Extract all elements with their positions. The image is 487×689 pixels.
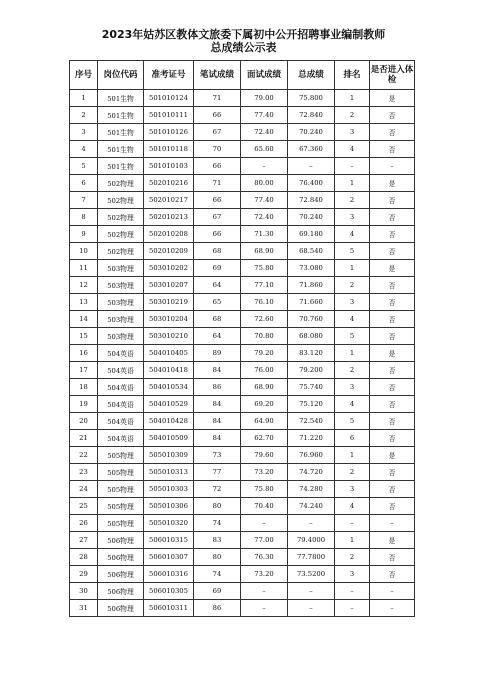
table-row — [70, 362, 415, 379]
cell-rank: – — [335, 515, 370, 532]
cell-rank: – — [335, 583, 370, 600]
cell-ticket-number: 503010202 — [144, 260, 194, 277]
cell-medical-exam: 否 — [370, 141, 415, 158]
header-rank: 排名 — [335, 61, 370, 90]
cell-interview-score: – — [241, 583, 288, 600]
cell-total-score: 75.800 — [288, 90, 335, 107]
cell-written-score: 74 — [194, 515, 241, 532]
cell-rank: 2 — [335, 464, 370, 481]
document-title: 2023年姑苏区教体文旅委下属初中公开招聘事业编制教师 — [101, 28, 386, 41]
cell-medical-exam: 是 — [370, 175, 415, 192]
cell-written-score: 84 — [194, 396, 241, 413]
cell-interview-score: 79.60 — [241, 447, 288, 464]
cell-medical-exam: 否 — [370, 124, 415, 141]
cell-interview-score: 79.20 — [241, 345, 288, 362]
cell-interview-score: 64.90 — [241, 413, 288, 430]
cell-position-code: 504英语 — [98, 379, 144, 396]
cell-written-score: 71 — [194, 175, 241, 192]
cell-total-score: – — [288, 515, 335, 532]
cell-rank: 2 — [335, 362, 370, 379]
cell-total-score: 68.540 — [288, 243, 335, 260]
table-row — [70, 532, 415, 549]
cell-rank: 1 — [335, 532, 370, 549]
cell-index: 26 — [70, 515, 98, 532]
table-row — [70, 141, 415, 158]
cell-medical-exam: 否 — [370, 413, 415, 430]
cell-position-code: 505物理 — [98, 481, 144, 498]
cell-total-score: 73.080 — [288, 260, 335, 277]
cell-index: 5 — [70, 158, 98, 175]
cell-ticket-number: 501010103 — [144, 158, 194, 175]
cell-medical-exam: 否 — [370, 566, 415, 583]
cell-interview-score: – — [241, 158, 288, 175]
cell-total-score: 72.540 — [288, 413, 335, 430]
cell-rank: 3 — [335, 379, 370, 396]
header-position-code: 岗位代码 — [98, 61, 144, 90]
cell-interview-score: 71.30 — [241, 226, 288, 243]
cell-index: 2 — [70, 107, 98, 124]
cell-rank: 3 — [335, 566, 370, 583]
cell-written-score: 74 — [194, 566, 241, 583]
cell-ticket-number: 505010320 — [144, 515, 194, 532]
cell-ticket-number: 502010216 — [144, 175, 194, 192]
cell-total-score: 76.960 — [288, 447, 335, 464]
header-written-score: 笔试成绩 — [194, 61, 241, 90]
cell-ticket-number: 505010313 — [144, 464, 194, 481]
cell-written-score: 86 — [194, 600, 241, 617]
cell-written-score: 86 — [194, 379, 241, 396]
table-row — [70, 277, 415, 294]
cell-ticket-number: 506010315 — [144, 532, 194, 549]
cell-medical-exam: 否 — [370, 294, 415, 311]
cell-rank: 3 — [335, 294, 370, 311]
cell-total-score: 76.400 — [288, 175, 335, 192]
cell-medical-exam: 是 — [370, 90, 415, 107]
cell-written-score: 68 — [194, 243, 241, 260]
cell-medical-exam: 否 — [370, 549, 415, 566]
cell-total-score: 74.240 — [288, 498, 335, 515]
cell-medical-exam: 否 — [370, 464, 415, 481]
cell-total-score: 75.120 — [288, 396, 335, 413]
cell-index: 3 — [70, 124, 98, 141]
cell-rank: 3 — [335, 124, 370, 141]
table-row — [70, 192, 415, 209]
cell-position-code: 505物理 — [98, 515, 144, 532]
cell-written-score: 67 — [194, 124, 241, 141]
cell-index: 15 — [70, 328, 98, 345]
table-row — [70, 90, 415, 107]
cell-total-score: 73.5200 — [288, 566, 335, 583]
cell-medical-exam: 否 — [370, 362, 415, 379]
cell-interview-score: 76.00 — [241, 362, 288, 379]
table-row — [70, 447, 415, 464]
cell-index: 30 — [70, 583, 98, 600]
cell-interview-score: 72.40 — [241, 124, 288, 141]
cell-written-score: 69 — [194, 260, 241, 277]
cell-medical-exam: 否 — [370, 498, 415, 515]
table-row — [70, 175, 415, 192]
cell-ticket-number: 502010209 — [144, 243, 194, 260]
cell-written-score: 72 — [194, 481, 241, 498]
cell-total-score: 71.660 — [288, 294, 335, 311]
cell-ticket-number: 506010307 — [144, 549, 194, 566]
cell-written-score: 89 — [194, 345, 241, 362]
cell-interview-score: 69.20 — [241, 396, 288, 413]
cell-index: 17 — [70, 362, 98, 379]
cell-rank: 1 — [335, 260, 370, 277]
table-body — [70, 90, 415, 617]
cell-rank: 5 — [335, 328, 370, 345]
cell-position-code: 506物理 — [98, 600, 144, 617]
cell-rank: 3 — [335, 481, 370, 498]
cell-total-score: 75.740 — [288, 379, 335, 396]
cell-total-score: 68.080 — [288, 328, 335, 345]
cell-total-score: 70.760 — [288, 311, 335, 328]
header-interview-score: 面试成绩 — [241, 61, 288, 90]
cell-interview-score: 77.40 — [241, 192, 288, 209]
cell-total-score: – — [288, 158, 335, 175]
cell-medical-exam: 是 — [370, 260, 415, 277]
cell-rank: – — [335, 158, 370, 175]
table-row — [70, 549, 415, 566]
cell-position-code: 501生物 — [98, 141, 144, 158]
cell-medical-exam: 否 — [370, 311, 415, 328]
header-ticket-number: 准考证号 — [144, 61, 194, 90]
cell-total-score: – — [288, 583, 335, 600]
cell-written-score: 84 — [194, 362, 241, 379]
cell-rank: 5 — [335, 243, 370, 260]
cell-interview-score: 73.20 — [241, 464, 288, 481]
cell-medical-exam: – — [370, 583, 415, 600]
cell-ticket-number: 501010111 — [144, 107, 194, 124]
cell-total-score: 71.860 — [288, 277, 335, 294]
cell-written-score: 64 — [194, 277, 241, 294]
table-row — [70, 243, 415, 260]
cell-rank: 5 — [335, 413, 370, 430]
cell-rank: 1 — [335, 447, 370, 464]
cell-interview-score: 62.70 — [241, 430, 288, 447]
table-row — [70, 158, 415, 175]
cell-total-score: 72.840 — [288, 107, 335, 124]
table-row — [70, 600, 415, 617]
cell-total-score: 71.220 — [288, 430, 335, 447]
cell-medical-exam: 否 — [370, 277, 415, 294]
cell-medical-exam: 否 — [370, 328, 415, 345]
cell-position-code: 504英语 — [98, 430, 144, 447]
cell-written-score: 77 — [194, 464, 241, 481]
cell-index: 7 — [70, 192, 98, 209]
cell-index: 10 — [70, 243, 98, 260]
cell-rank: 2 — [335, 549, 370, 566]
cell-position-code: 503物理 — [98, 311, 144, 328]
cell-rank: 4 — [335, 141, 370, 158]
cell-position-code: 501生物 — [98, 158, 144, 175]
header-index: 序号 — [70, 61, 98, 90]
cell-interview-score: 76.30 — [241, 549, 288, 566]
cell-medical-exam: 是 — [370, 532, 415, 549]
cell-ticket-number: 503010219 — [144, 294, 194, 311]
cell-medical-exam: 否 — [370, 209, 415, 226]
table-row — [70, 515, 415, 532]
cell-rank: 2 — [335, 192, 370, 209]
cell-rank: 6 — [335, 430, 370, 447]
cell-medical-exam: 否 — [370, 481, 415, 498]
cell-index: 4 — [70, 141, 98, 158]
cell-position-code: 502物理 — [98, 226, 144, 243]
cell-rank: 2 — [335, 107, 370, 124]
table-row — [70, 209, 415, 226]
cell-ticket-number: 504010534 — [144, 379, 194, 396]
cell-ticket-number: 506010311 — [144, 600, 194, 617]
cell-medical-exam: 否 — [370, 226, 415, 243]
cell-index: 13 — [70, 294, 98, 311]
table-row — [70, 413, 415, 430]
cell-position-code: 503物理 — [98, 294, 144, 311]
cell-interview-score: 75.80 — [241, 481, 288, 498]
cell-written-score: 84 — [194, 413, 241, 430]
cell-interview-score: 75.80 — [241, 260, 288, 277]
cell-position-code: 501生物 — [98, 107, 144, 124]
cell-ticket-number: 506010305 — [144, 583, 194, 600]
cell-index: 12 — [70, 277, 98, 294]
cell-ticket-number: 505010306 — [144, 498, 194, 515]
cell-interview-score: 72.60 — [241, 311, 288, 328]
cell-written-score: 65 — [194, 294, 241, 311]
cell-interview-score: 68.90 — [241, 243, 288, 260]
table-row — [70, 260, 415, 277]
cell-index: 18 — [70, 379, 98, 396]
cell-total-score: 70.240 — [288, 124, 335, 141]
cell-index: 24 — [70, 481, 98, 498]
cell-ticket-number: 502010213 — [144, 209, 194, 226]
cell-index: 21 — [70, 430, 98, 447]
cell-interview-score: 77.10 — [241, 277, 288, 294]
cell-position-code: 504英语 — [98, 413, 144, 430]
cell-interview-score: 79.00 — [241, 90, 288, 107]
cell-medical-exam: – — [370, 158, 415, 175]
cell-position-code: 506物理 — [98, 549, 144, 566]
cell-written-score: 80 — [194, 549, 241, 566]
cell-written-score: 67 — [194, 209, 241, 226]
table-row — [70, 396, 415, 413]
cell-medical-exam: 否 — [370, 430, 415, 447]
cell-ticket-number: 504010529 — [144, 396, 194, 413]
cell-rank: 4 — [335, 498, 370, 515]
cell-total-score: – — [288, 600, 335, 617]
cell-interview-score: 77.40 — [241, 107, 288, 124]
cell-interview-score: – — [241, 600, 288, 617]
cell-position-code: 502物理 — [98, 209, 144, 226]
cell-total-score: 72.840 — [288, 192, 335, 209]
cell-position-code: 503物理 — [98, 260, 144, 277]
cell-rank: 1 — [335, 345, 370, 362]
cell-index: 6 — [70, 175, 98, 192]
table-row — [70, 345, 415, 362]
cell-total-score: 74.280 — [288, 481, 335, 498]
cell-rank: 1 — [335, 90, 370, 107]
cell-index: 27 — [70, 532, 98, 549]
cell-index: 1 — [70, 90, 98, 107]
cell-written-score: 64 — [194, 328, 241, 345]
cell-ticket-number: 503010210 — [144, 328, 194, 345]
cell-medical-exam: 否 — [370, 192, 415, 209]
cell-medical-exam: 是 — [370, 447, 415, 464]
cell-index: 28 — [70, 549, 98, 566]
document-subtitle: 总成绩公示表 — [210, 41, 277, 54]
cell-rank: 3 — [335, 209, 370, 226]
cell-interview-score: 70.40 — [241, 498, 288, 515]
cell-written-score: 69 — [194, 583, 241, 600]
cell-ticket-number: 506010316 — [144, 566, 194, 583]
cell-position-code: 504英语 — [98, 396, 144, 413]
table-row — [70, 124, 415, 141]
cell-position-code: 506物理 — [98, 583, 144, 600]
table-row — [70, 498, 415, 515]
table-row — [70, 583, 415, 600]
cell-interview-score: 68.90 — [241, 379, 288, 396]
cell-rank: 4 — [335, 311, 370, 328]
cell-rank: 4 — [335, 396, 370, 413]
cell-interview-score: 76.10 — [241, 294, 288, 311]
cell-written-score: 83 — [194, 532, 241, 549]
cell-ticket-number: 503010204 — [144, 311, 194, 328]
cell-position-code: 504英语 — [98, 345, 144, 362]
cell-written-score: 66 — [194, 192, 241, 209]
cell-total-score: 67.360 — [288, 141, 335, 158]
cell-ticket-number: 503010207 — [144, 277, 194, 294]
table-row — [70, 107, 415, 124]
cell-index: 22 — [70, 447, 98, 464]
cell-position-code: 505物理 — [98, 498, 144, 515]
cell-medical-exam: 否 — [370, 243, 415, 260]
cell-position-code: 502物理 — [98, 192, 144, 209]
cell-written-score: 70 — [194, 141, 241, 158]
table-row — [70, 481, 415, 498]
table-row — [70, 328, 415, 345]
cell-position-code: 505物理 — [98, 464, 144, 481]
cell-rank: 1 — [335, 175, 370, 192]
cell-written-score: 66 — [194, 226, 241, 243]
cell-medical-exam: 否 — [370, 107, 415, 124]
cell-index: 16 — [70, 345, 98, 362]
cell-rank: 4 — [335, 226, 370, 243]
cell-ticket-number: 504010418 — [144, 362, 194, 379]
cell-written-score: 66 — [194, 158, 241, 175]
cell-total-score: 69.180 — [288, 226, 335, 243]
table-row — [70, 430, 415, 447]
cell-position-code: 502物理 — [98, 175, 144, 192]
cell-index: 20 — [70, 413, 98, 430]
cell-medical-exam: 否 — [370, 396, 415, 413]
cell-total-score: 83.120 — [288, 345, 335, 362]
cell-ticket-number: 505010303 — [144, 481, 194, 498]
table-row — [70, 464, 415, 481]
cell-interview-score: 72.40 — [241, 209, 288, 226]
cell-total-score: 70.240 — [288, 209, 335, 226]
cell-interview-score: 70.80 — [241, 328, 288, 345]
table-row — [70, 311, 415, 328]
cell-index: 25 — [70, 498, 98, 515]
cell-written-score: 71 — [194, 90, 241, 107]
cell-written-score: 73 — [194, 447, 241, 464]
cell-interview-score: 80.00 — [241, 175, 288, 192]
cell-position-code: 506物理 — [98, 566, 144, 583]
cell-written-score: 80 — [194, 498, 241, 515]
cell-ticket-number: 504010428 — [144, 413, 194, 430]
cell-ticket-number: 504010509 — [144, 430, 194, 447]
cell-ticket-number: 502010208 — [144, 226, 194, 243]
table-row — [70, 226, 415, 243]
cell-total-score: 79.200 — [288, 362, 335, 379]
table-header-row — [70, 61, 415, 90]
cell-index: 23 — [70, 464, 98, 481]
cell-index: 11 — [70, 260, 98, 277]
cell-position-code: 505物理 — [98, 447, 144, 464]
cell-position-code: 502物理 — [98, 243, 144, 260]
cell-rank: – — [335, 600, 370, 617]
cell-index: 14 — [70, 311, 98, 328]
header-medical-exam: 是否进入体检 — [370, 61, 415, 90]
cell-position-code: 501生物 — [98, 90, 144, 107]
cell-index: 9 — [70, 226, 98, 243]
table-row — [70, 294, 415, 311]
cell-position-code: 504英语 — [98, 362, 144, 379]
cell-total-score: 74.720 — [288, 464, 335, 481]
cell-index: 31 — [70, 600, 98, 617]
cell-written-score: 84 — [194, 430, 241, 447]
table-row — [70, 566, 415, 583]
cell-ticket-number: 504010405 — [144, 345, 194, 362]
cell-medical-exam: 是 — [370, 345, 415, 362]
cell-interview-score: 65.60 — [241, 141, 288, 158]
cell-medical-exam: – — [370, 515, 415, 532]
cell-position-code: 506物理 — [98, 532, 144, 549]
cell-index: 8 — [70, 209, 98, 226]
cell-interview-score: – — [241, 515, 288, 532]
cell-ticket-number: 505010309 — [144, 447, 194, 464]
table-row — [70, 379, 415, 396]
cell-interview-score: 77.00 — [241, 532, 288, 549]
results-table — [69, 60, 415, 617]
cell-position-code: 503物理 — [98, 328, 144, 345]
cell-ticket-number: 501010118 — [144, 141, 194, 158]
cell-ticket-number: 501010126 — [144, 124, 194, 141]
cell-total-score: 77.7800 — [288, 549, 335, 566]
cell-ticket-number: 501010124 — [144, 90, 194, 107]
cell-written-score: 68 — [194, 311, 241, 328]
cell-medical-exam: – — [370, 600, 415, 617]
cell-index: 19 — [70, 396, 98, 413]
cell-rank: 2 — [335, 277, 370, 294]
cell-ticket-number: 502010217 — [144, 192, 194, 209]
cell-total-score: 79.4000 — [288, 532, 335, 549]
header-total-score: 总成绩 — [288, 61, 335, 90]
cell-position-code: 501生物 — [98, 124, 144, 141]
cell-medical-exam: 否 — [370, 379, 415, 396]
cell-index: 29 — [70, 566, 98, 583]
cell-interview-score: 73.20 — [241, 566, 288, 583]
cell-position-code: 503物理 — [98, 277, 144, 294]
cell-written-score: 66 — [194, 107, 241, 124]
